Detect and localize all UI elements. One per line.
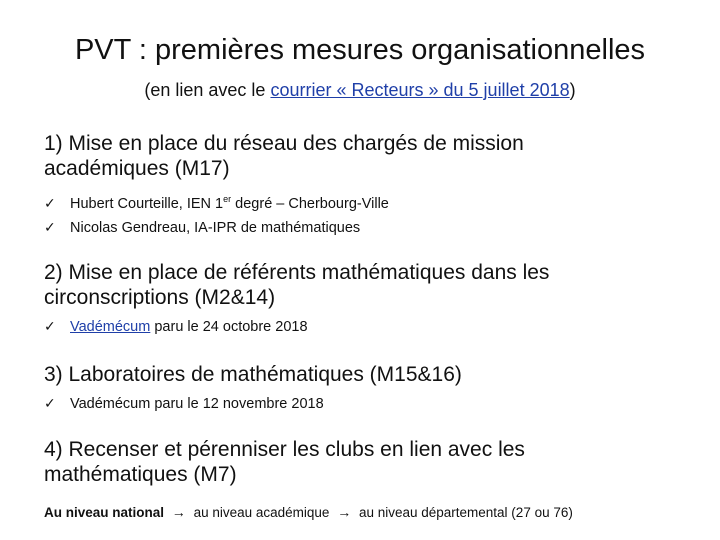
subtitle-suffix: ) <box>569 80 576 100</box>
section-4-heading-line1: 4) Recenser et pérenniser les clubs en lien avec les <box>44 438 525 461</box>
section-1-bullets <box>44 188 684 240</box>
list-item <box>44 315 684 339</box>
subtitle-prefix: (en lien avec le <box>144 80 271 100</box>
vademecum-link[interactable]: Vadémécum <box>70 319 151 335</box>
slide-title: PVT : premières mesures organisationnelles <box>74 34 646 66</box>
courrier-recteurs-link[interactable]: courrier « Recteurs » du 5 juillet 2018 <box>270 80 570 100</box>
bullet-text: Vadémécum paru le 12 novembre 2018 <box>70 396 324 412</box>
departmental-level-label: au niveau départemental (27 ou 76) <box>358 505 573 520</box>
section-2-heading-line1: 2) Mise en place de référents mathématiques dans les <box>44 261 550 284</box>
section-2-bullets <box>44 315 684 339</box>
check-icon: ✓ <box>44 194 56 211</box>
slide-subtitle <box>0 78 720 102</box>
check-icon: ✓ <box>44 395 56 411</box>
list-item <box>44 392 684 416</box>
list-item <box>44 188 684 216</box>
bullet-text: Vadémécum paru le 24 octobre 2018 <box>70 319 308 335</box>
section-1-heading-line1: 1) Mise en place du réseau des chargés de mission <box>44 132 524 155</box>
section-3-bullets <box>44 392 684 416</box>
section-3-heading-line1: 3) Laboratoires de mathématiques (M15&16) <box>44 363 462 386</box>
list-item <box>44 216 684 240</box>
levels-footer <box>44 502 704 523</box>
section-1-heading <box>44 131 684 181</box>
bullet-text: Hubert Courteille, IEN 1er degré – Cherbourg-Ville <box>70 194 389 212</box>
check-icon: ✓ <box>44 318 56 334</box>
right-arrow-icon: → <box>171 504 186 520</box>
national-level-label: Au niveau national <box>44 505 165 520</box>
right-arrow-icon: → <box>337 504 352 520</box>
bullet-text: Nicolas Gendreau, IA-IPR de mathématiques <box>70 219 361 236</box>
section-3-heading <box>44 362 684 387</box>
section-2-heading <box>44 260 684 310</box>
section-2-heading-line2: circonscriptions (M2&14) <box>44 286 276 309</box>
section-4-heading-line2: mathématiques (M7) <box>44 463 237 486</box>
check-icon: ✓ <box>44 218 56 235</box>
academic-level-label: au niveau académique <box>193 505 330 520</box>
section-4-heading <box>44 437 684 487</box>
section-1-heading-line2: académiques (M17) <box>44 157 230 180</box>
